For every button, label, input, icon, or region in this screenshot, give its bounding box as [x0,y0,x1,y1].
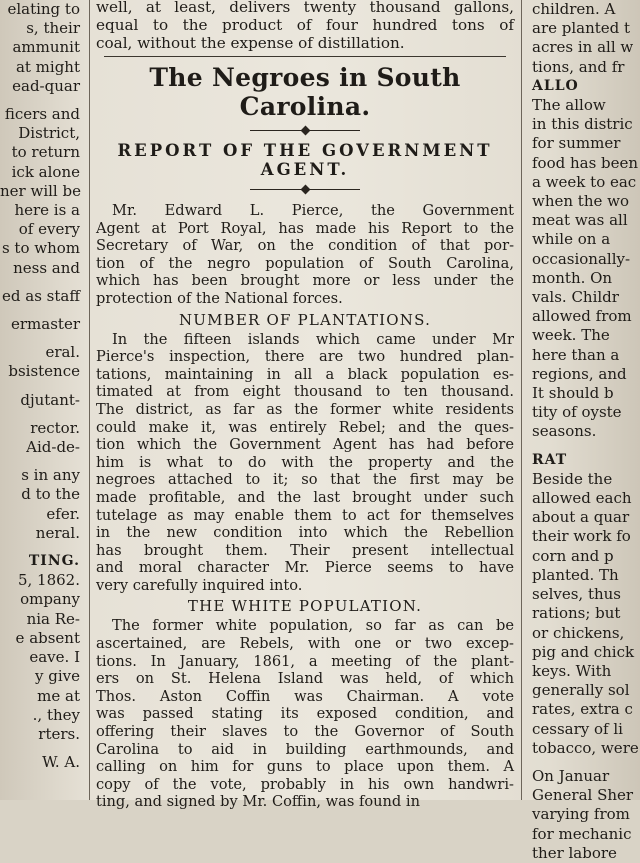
column-text-line: corn and p [532,546,614,565]
column-text-line: allowed from [532,307,632,326]
column-text-line: ermaster [11,315,80,334]
column-text-line: ness and [13,258,80,277]
article-text-line: Pierce's inspection, there are two hundred plan- [96,348,514,366]
article-text-line: tions. In January, 1861, a meeting of the plant- [96,652,514,670]
article-text-line: tutelage as may enable them to act for themselves [96,506,514,524]
column-text-line: ead-quar [12,76,80,95]
column-text-line: are planted t [532,19,631,38]
column-text-line: cessary of li [532,719,623,738]
article-text-line: well, at least, delivers twenty thousand gallons, [96,0,514,16]
column-text-line: s in any [21,466,80,485]
ornament-divider-top [250,126,360,134]
main-article-column [96,0,514,811]
column-text-line: about a quar [532,508,630,527]
article-text-line: was passed stating its exposed condition, and [96,705,514,723]
column-gap [0,457,84,466]
column-gap [0,744,84,753]
plantations-paragraph [96,331,514,595]
column-text-line: food has been [532,153,639,172]
article-text-line: and moral character Mr. Pierce seems to have [96,559,514,577]
column-text-line: d to the [21,485,80,504]
column-text-line: at might [15,57,80,76]
column-text-line: in this distric [532,115,633,134]
right-column [528,0,640,862]
article-text-line: tations, maintaining in all a black population es- [96,365,514,383]
column-text-line: ther labore [532,843,617,862]
article-text-line: Mr. Edward L. Pierce, the Government [112,202,514,219]
column-text-line: allowed each [532,489,632,508]
column-text-line: seasons. [532,422,597,441]
article-text-line: very carefully inquired into. [96,576,303,594]
column-text-line: keys. With [532,661,612,680]
column-text-line: tity of oyste [532,403,622,422]
column-text-line: rters. [38,724,80,743]
column-text-line: of every [18,220,80,239]
article-text-line: Carolina to aid in building earthmounds, and [96,740,514,758]
article-text-line: made profitable, and the last brought under such [96,488,514,506]
column-gap [528,442,640,451]
column-text-line: tions, and fr [532,57,625,76]
column-rule-right [521,0,522,800]
ornament-divider-bottom [250,185,360,193]
column-gap [0,278,84,287]
column-text-line: ed as staff [2,286,80,305]
column-text-line: ompany [20,590,80,609]
column-text-line: pig and chick [532,642,635,661]
column-text-line: It should b [532,384,614,403]
column-text-line: bsistence [8,362,80,381]
article-text-line: equal to the product of four hundred tons of [96,16,514,34]
column-text-line: elating to [7,0,80,18]
column-text-line: their work fo [532,527,631,546]
column-gap [0,334,84,343]
column-gap [528,758,640,767]
column-text-line: ficers and [4,105,80,124]
column-rule-left [89,0,90,800]
column-text-line: for mechanic [532,824,632,843]
column-text-line: rates, extra c [532,700,633,719]
column-gap [0,410,84,419]
article-text-line: In the fifteen islands which came under Mr [112,330,514,348]
column-text-line: W. A. [42,753,80,772]
column-text-line: tobacco, were [532,738,639,757]
article-divider [104,56,506,57]
left-column [0,0,84,800]
column-text-line: varying from [532,805,630,824]
column-text-line: neral. [35,523,80,542]
article-text-line: ting, and signed by Mr. Coffin, was found in [96,793,420,811]
column-text-line: while on a [532,230,611,249]
white-population-paragraph [96,617,514,811]
column-text-line: s, their [26,19,80,38]
column-text-line: a week to eac [532,172,637,191]
column-text-line: RAT [532,451,568,468]
column-text-line: month. On [532,268,613,287]
article-text-line: The district, as far as the former white residents [96,400,514,418]
column-text-line: to return [11,143,80,162]
column-gap [0,306,84,315]
column-text-line: eave. I [29,648,80,667]
article-text-line: Agent at Port Royal, has made his Report to the [96,219,514,237]
column-text-line: occasionally- [532,249,631,268]
column-text-line: week. The [532,326,610,345]
intro-paragraph [96,202,514,308]
section-heading-plantations: NUMBER OF PLANTATIONS. [178,310,432,329]
column-text-line: vals. Childr [532,288,619,307]
article-text-line: Thos. Aston Coffin was Chairman. A vote [96,687,514,705]
article-text-line: timated at from eight thousand to ten thousand. [96,383,514,401]
column-gap [0,382,84,391]
column-text-line: Beside the [532,469,613,488]
column-text-line: rations; but [532,604,621,623]
column-text-line: when the wo [532,192,630,211]
column-text-line: y give [35,667,80,686]
column-text-line: District, [18,124,80,143]
article-text-line: tion which the Government Agent has had before [96,436,514,454]
column-text-line: eral. [45,343,80,362]
column-gap [0,543,84,552]
previous-article-ending [96,0,514,52]
article-subhead-line2: AGENT. [260,160,350,179]
article-text-line: protection of the National forces. [96,289,343,307]
column-text-line: General Sher [532,786,634,805]
column-text-line: here than a [532,345,620,364]
column-text-line: djutant- [20,390,80,409]
column-text-line: s to whom [1,239,80,258]
column-text-line: TING. [28,553,80,570]
column-text-line: here is a [14,201,80,220]
column-text-line: ., they [32,705,80,724]
column-text-line: regions, and [532,364,627,383]
column-text-line: ammunit [12,38,80,57]
article-text-line: him is what to do with the property and the [96,453,514,471]
column-text-line: ALLO [532,77,579,94]
article-subhead-line1: REPORT OF THE GOVERNMENT [117,141,493,160]
column-text-line: rector. [30,418,80,437]
article-text-line: offering their slaves to the Governor of South [96,723,514,741]
article-text-line: calling on him for guns to place upon them. A [96,758,514,776]
article-headline: The Negroes in South Carolina. [149,63,461,121]
column-text-line: 5, 1862. [17,571,80,590]
column-text-line: children. A [532,0,616,18]
column-text-line: meat was all [532,211,628,230]
section-heading-white-population: THE WHITE POPULATION. [187,597,423,616]
column-text-line: me at [37,686,80,705]
column-text-line: On Januar [532,766,610,785]
column-text-line: for summer [532,134,621,153]
column-text-line: planted. Th [532,565,619,584]
column-text-line: ner will be [0,181,81,200]
column-text-line: generally sol [532,681,630,700]
column-text-line: Aid-de- [26,438,80,457]
column-text-line: e absent [15,628,80,647]
article-text-line: copy of the vote, probably in his own handwri- [96,775,514,793]
article-text-line: negroes attached to it; so that the first may be [96,471,514,489]
column-text-line: acres in all w [532,38,634,57]
column-text-line: nia Re- [26,609,80,628]
column-text-line: The allow [532,96,606,115]
article-text-line: in the new condition into which the Rebellion [96,524,514,542]
article-text-line: coal, without the expense of distillation. [96,34,405,52]
column-gap [0,96,84,105]
article-text-line: could make it, was entirely Rebel; and the ques- [96,418,514,436]
article-text-line: ascertained, are Rebels, with one or two excep- [96,635,514,653]
article-text-line: Secretary of War, on the condition of that por- [96,237,514,255]
article-text-line: has brought them. Their present intellectual [96,541,514,559]
article-text-line: tion of the negro population of South Carolina, [96,254,514,272]
column-text-line: efer. [46,504,80,523]
article-text-line: which has been brought more or less under the [96,272,514,290]
column-text-line: or chickens, [532,623,625,642]
column-text-line: ick alone [11,162,80,181]
article-text-line: The former white population, so far as can be [112,617,514,635]
article-text-line: ers on St. Helena Island was held, of which [96,670,514,688]
column-text-line: selves, thus [532,585,622,604]
